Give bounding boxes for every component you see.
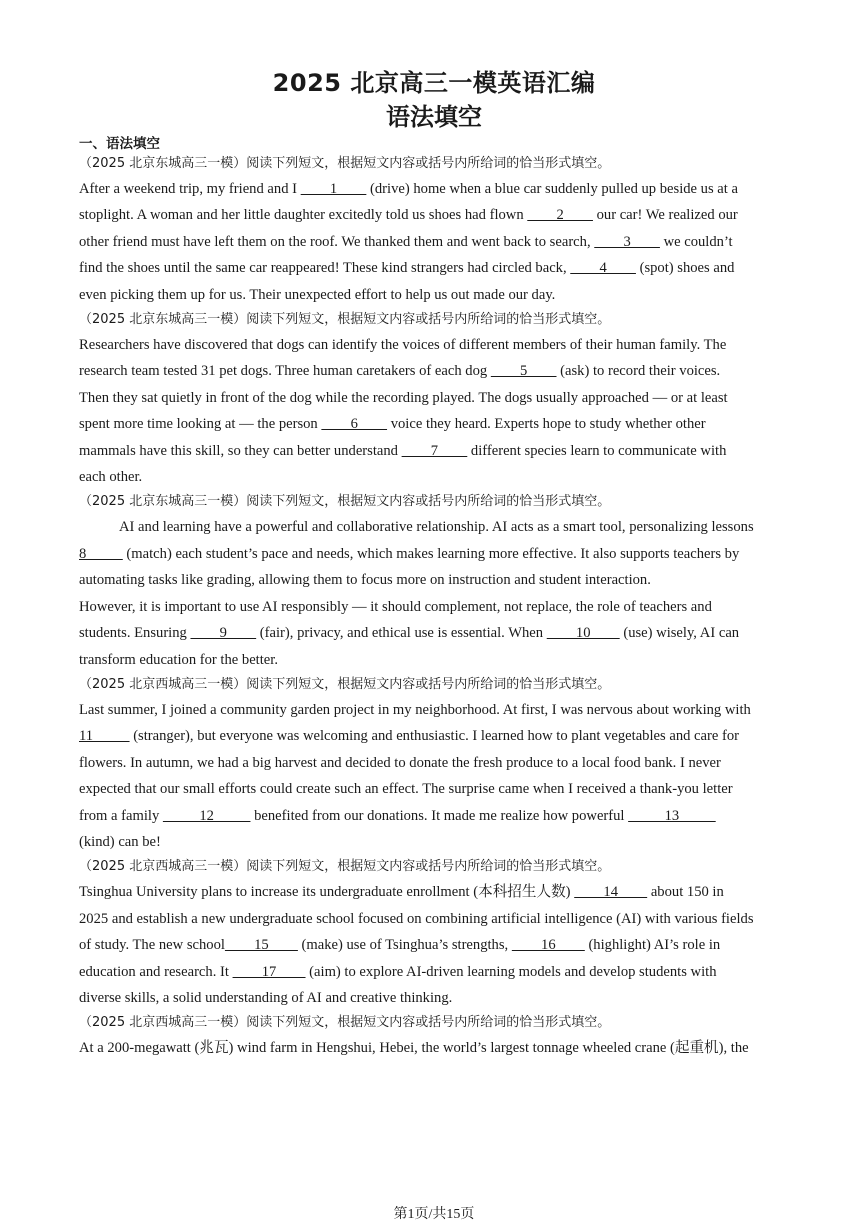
passage-line: Researchers have discovered that dogs can identify the voices of different members of their human family. The: [79, 337, 727, 354]
passage-line: diverse skills, a solid understanding of AI and creative thinking.: [79, 989, 453, 1006]
passage-line: each other.: [79, 469, 143, 486]
answer-blank: 17: [232, 963, 306, 980]
passage-line: 2025 and establish a new undergraduate school focused on combining artificial intelligence (AI) with various fields: [79, 910, 754, 927]
passage-text: [79, 514, 791, 672]
passage-line: At a 200-megawatt (兆瓦) wind farm in Hengshui, Hebei, the world’s largest tonnage wheeled crane (起重机), the: [79, 1040, 749, 1057]
passage: [79, 152, 791, 308]
passage-line: flowers. In autumn, we had a big harvest and decided to donate the fresh produce to a local food bank. I never: [79, 754, 721, 771]
passage-line: Tsinghua University plans to increase its undergraduate enrollment (本科招生人数) 14 about 150 in: [79, 884, 724, 901]
passage-text: [79, 697, 791, 855]
passage-line: 8 (match) each student’s pace and needs, which makes learning more effective. It also supports teachers by: [79, 545, 740, 562]
answer-blank: 12: [162, 807, 251, 824]
answer-blank: 15: [224, 937, 298, 954]
passage-line: mammals have this skill, so they can better understand 7 different species learn to communicate with: [79, 442, 727, 459]
passage-text: [79, 1035, 791, 1061]
passage: [79, 673, 791, 855]
answer-blank: 11: [79, 728, 130, 745]
passage-line: However, it is important to use AI responsibly — it should complement, not replace, the role of teachers and: [79, 598, 712, 615]
passages-container: [79, 152, 791, 1062]
passage-line: (kind) can be!: [79, 833, 161, 850]
passage-line: even picking them up for us. Their unexpected effort to help us out made our day.: [79, 286, 556, 303]
passage-source: （2025 北京东城高三一模）阅读下列短文，根据短文内容或括号内所给词的恰当形式填空。: [79, 494, 611, 510]
answer-blank: 6: [321, 416, 388, 433]
passage-source: （2025 北京西城高三一模）阅读下列短文，根据短文内容或括号内所给词的恰当形式填空。: [79, 859, 611, 875]
answer-blank: 3: [594, 233, 660, 250]
passage-line: expected that our small efforts could create such an effect. The surprise came when I received a thank-you letter: [79, 781, 733, 798]
passage-line: automating tasks like grading, allowing them to focus more on instruction and student interaction.: [79, 572, 651, 589]
passage-line: AI and learning have a powerful and collaborative relationship. AI acts as a smart tool, personalizing lessons: [119, 519, 754, 536]
passage-line: spent more time looking at — the person 6 voice they heard. Experts hope to study whether other: [79, 416, 706, 433]
answer-blank: 2: [527, 207, 593, 224]
passage-line: of study. The new school 15 (make) use of Tsinghua’s strengths, 16 (highlight) AI’s role in: [79, 937, 721, 954]
document-title: 2025 北京高三一模英语汇编: [272, 69, 596, 97]
answer-blank: 5: [490, 363, 557, 380]
passage-line: stoplight. A woman and her little daughter excitedly told us shoes had flown 2 our car! We realized our: [79, 207, 738, 224]
passage-source: （2025 北京东城高三一模）阅读下列短文，根据短文内容或括号内所给词的恰当形式填空。: [79, 156, 611, 171]
passage-line: Then they sat quietly in front of the dog while the recording played. The dogs usually approached — or at least: [79, 389, 728, 406]
answer-blank: 4: [570, 260, 636, 277]
passage-source: （2025 北京东城高三一模）阅读下列短文，根据短文内容或括号内所给词的恰当形式填空。: [79, 312, 611, 328]
section-heading: 一、语法填空: [79, 136, 160, 152]
answer-blank: 8: [79, 545, 123, 562]
passage-source: （2025 北京西城高三一模）阅读下列短文，根据短文内容或括号内所给词的恰当形式填空。: [79, 1015, 611, 1031]
answer-blank: 10: [546, 625, 620, 642]
passage-line: transform education for the better.: [79, 651, 278, 668]
passage-text: [79, 332, 791, 490]
passage: [79, 308, 791, 490]
answer-blank: 7: [401, 442, 468, 459]
passage-line: students. Ensuring 9 (fair), privacy, and ethical use is essential. When 10 (use) wisely, AI can: [79, 625, 740, 642]
passage-line: other friend must have left them on the roof. We thanked them and went back to search, 3 we couldn’t: [79, 233, 733, 250]
passage-text: [79, 176, 791, 308]
document-subtitle: 语法填空: [386, 103, 482, 131]
passage: [79, 855, 791, 1011]
passage-line: Last summer, I joined a community garden project in my neighborhood. At first, I was nervous about working with: [79, 701, 751, 718]
answer-blank: 1: [300, 181, 367, 197]
passage-line: education and research. It 17 (aim) to explore AI-driven learning models and develop students with: [79, 963, 717, 980]
passage-line: from a family 12 benefited from our donations. It made me realize how powerful 13: [79, 807, 716, 824]
passage-line: After a weekend trip, my friend and I 1 (drive) home when a blue car suddenly pulled up beside us at a: [79, 181, 738, 197]
answer-blank: 9: [190, 625, 257, 642]
passage: [79, 1011, 791, 1061]
page-number: 第1页/共15页: [393, 1207, 475, 1222]
passage-line: 11 (stranger), but everyone was welcoming and enthusiastic. I learned how to plant vegetables and care for: [79, 728, 740, 745]
passage-line: find the shoes until the same car reappeared! These kind strangers had circled back, 4 (spot) shoes and: [79, 260, 735, 277]
answer-blank: 16: [511, 937, 585, 954]
passage-text: [79, 879, 791, 1011]
answer-blank: 13: [628, 807, 716, 824]
passage: [79, 490, 791, 672]
passage-source: （2025 北京西城高三一模）阅读下列短文，根据短文内容或括号内所给词的恰当形式填空。: [79, 676, 611, 692]
answer-blank: 14: [574, 884, 648, 901]
passage-line: research team tested 31 pet dogs. Three human caretakers of each dog 5 (ask) to record their voices.: [79, 363, 721, 380]
